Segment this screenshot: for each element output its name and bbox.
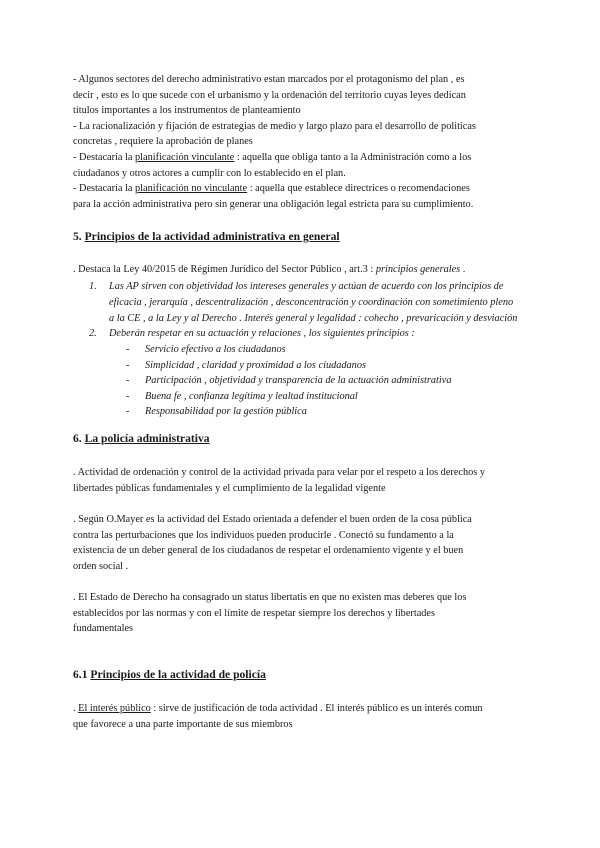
intro-line: concretas , requiere la aprobación de planes (73, 136, 253, 148)
section-5-heading: 5. Principios de la actividad administrativa en general (73, 230, 340, 243)
list-item-line: Deberán respetar en su actuación y relaciones , los siguientes principios : (109, 328, 415, 339)
intro-line: - Destacaría la planificación no vinculante : aquella que establece directrices o recomendaciones (73, 183, 470, 195)
sub-list-item: Servicio efectivo a los ciudadanos (145, 344, 286, 355)
interes-publico-term: El interés público (78, 703, 151, 714)
intro-line: - Algunos sectores del derecho administrativo estan marcados por el protagonismo del plan , es (73, 74, 465, 85)
intro-line: títulos importantes a los instrumentos de planteamiento (73, 105, 301, 117)
section-6-paragraph-1: . Actividad de ordenación y control de la actividad privada para velar por el respeto a los derechos y libertades públicas fundamentales y el cumplimiento de la legalidad vigente (73, 467, 486, 494)
intro-line: para la acción administrativa pero sin generar una obligación legal estricta para su cumplimiento. (73, 198, 474, 210)
dash-bullet: - (126, 360, 130, 371)
sub-list-item: Buena fe , confianza legítima y lealtad institucional (145, 391, 358, 402)
dash-bullet: - (126, 344, 130, 355)
intro-line: - La racionalización y fijación de estrategias de medio y largo plazo para el desarrollo de politicas (73, 120, 476, 132)
planificacion-vinculante-term: planificación vinculante (135, 151, 235, 163)
section-5-intro: . Destaca la Ley 40/2015 de Régimen Jurídico del Sector Público , art.3 : principios generales . (73, 264, 466, 275)
intro-line: decir , esto es lo que sucede con el urbanismo y la ordenación del territorio cuyas leyes dedican (73, 89, 466, 101)
intro-line: - Destacaría la planificación vinculante : aquella que obliga tanto a la Administración como a los (73, 151, 472, 163)
list-item-line: a la CE , a la Ley y al Derecho . Interés general y legalidad : cohecho , prevaricación y desviación (109, 313, 518, 324)
section-6-1-paragraph: . El interés público : sirve de justificación de toda actividad . El interés público es un interés comun que favorece a una parte importante de sus miembros (73, 703, 483, 730)
list-item-line: eficacia , jerarquía , descentralización , desconcentración y coordinación con sometimiento pleno (109, 297, 514, 308)
intro-block (73, 72, 533, 212)
dash-bullet: - (126, 391, 130, 402)
intro-line: ciudadanos y otros actores a cumplir con lo establecido en el plan. (73, 167, 346, 179)
sub-list-item: Simplicidad , claridad y proximidad a los ciudadanos (145, 360, 366, 371)
dash-bullet: - (126, 406, 130, 417)
sub-list-item: Participación , objetividad y transparencia de la actuación administrativa (145, 375, 452, 386)
section-6-heading: 6. La policía administrativa (73, 432, 210, 445)
sub-list-item: Responsabilidad por la gestión pública (145, 406, 307, 417)
section-6-paragraph-2: . Según O.Mayer es la actividad del Estado orientada a defender el buen orden de la cosa pública contra las perturbaciones que los individuos pueden producirle . Conectó su fundamento a la existencia de un deber general de los ciudadanos de respetar el ordenamiento vigente y el buen orden social . (73, 514, 472, 572)
section-6-1-heading: 6.1 Principios de la actividad de policía (73, 668, 266, 681)
list-number: 1. (89, 281, 97, 292)
planificacion-no-vinculante-term: planificación no vinculante (135, 183, 248, 195)
list-item-line: Las AP sirven con objetividad los intereses generales y actúan de acuerdo con los principios de (109, 281, 504, 292)
section-6-paragraph-3: . El Estado de Derecho ha consagrado un status libertatis en que no existen mas deberes que los establecidos por las normas y con el límite de respetar siempre los derechos y libertades fundamentales (73, 592, 467, 635)
list-number: 2. (89, 328, 97, 339)
dash-bullet: - (126, 375, 130, 386)
